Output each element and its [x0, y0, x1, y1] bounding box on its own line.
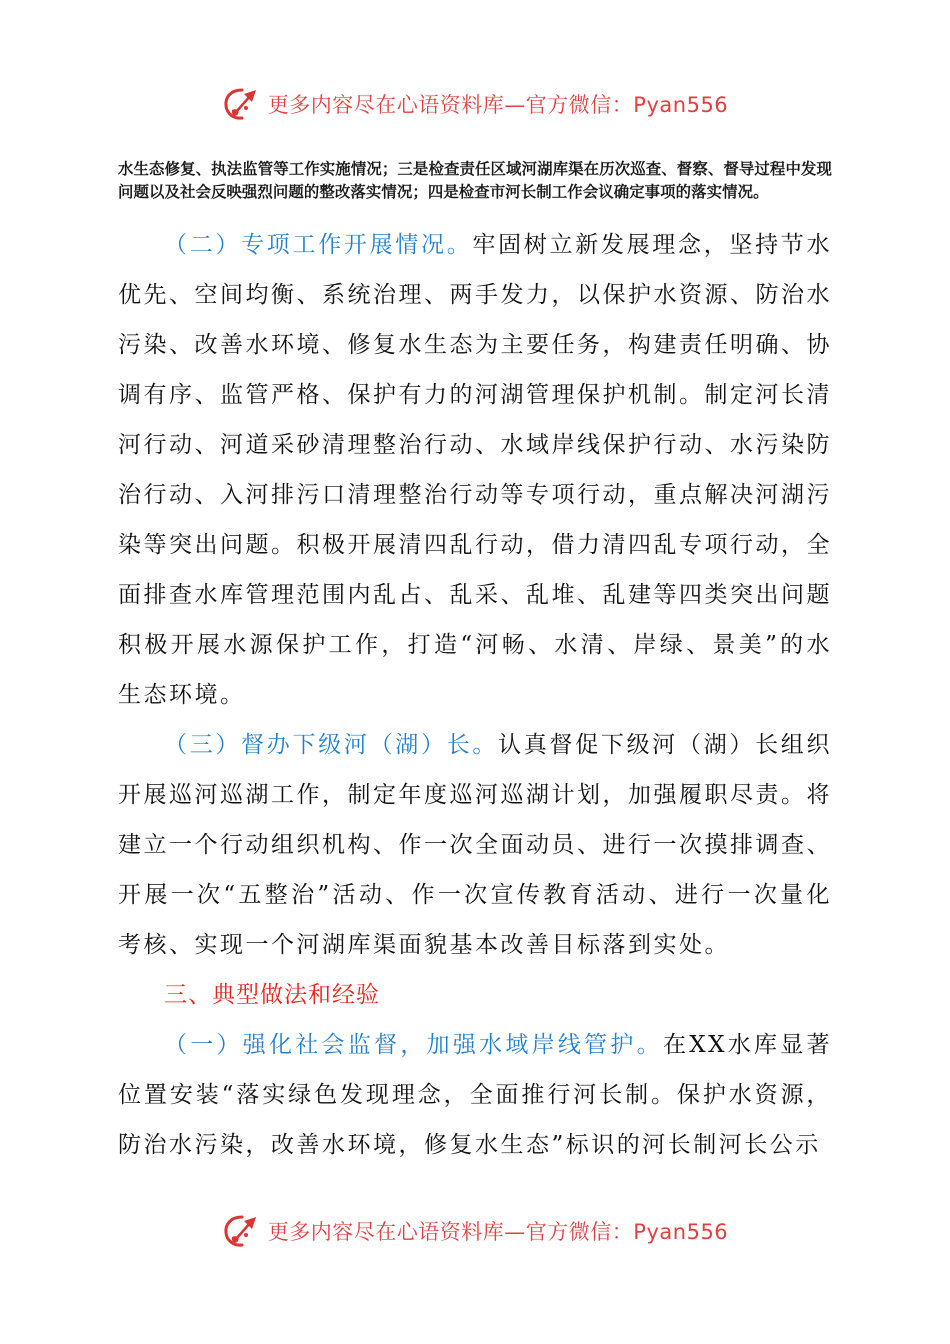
chapter3-heading: 三、典型做法和经验	[164, 982, 380, 1008]
intro-paragraph: 水生态修复、执法监管等工作实施情况；三是检查责任区域河湖库渠在历次巡查、督察、督导过程中发现问题以及社会反映强烈问题的整改落实情况；四是检查市河长制工作会议确定事项的落实情况。	[118, 160, 832, 201]
watermark-banner-bottom	[0, 1211, 950, 1251]
section2-body: 牢固树立新发展理念，坚持节水优先、空间均衡、系统治理、两手发力，以保护水资源、防治水污染、改善水环境、修复水生态为主要任务，构建责任明确、协调有序、监管严格、保护有力的河湖管理保护机制。制定河长清河行动、河道采砂清理整治行动、水域岸线保护行动、水污染防治行动、入河排污口清理整治行动等专项行动，重点解决河湖污染等突出问题。积极开展清四乱行动，借力清四乱专项行动，全面排查水库管理范围内乱占、乱采、乱堆、乱建等四类突出问题积极开展水源保护工作，打造“河畅、水清、岸绿、景美”的水生态环境。	[118, 232, 833, 708]
watermark-banner-top	[0, 84, 950, 124]
item1-paragraph	[118, 1020, 832, 1170]
section3-heading: （三）督办下级河（湖）长。	[164, 732, 499, 758]
section3-body: 认真督促下级河（湖）长组织开展巡河巡湖工作，制定年度巡河巡湖计划，加强履职尽责。将建立一个行动组织机构、作一次全面动员、进行一次摸排调查、开展一次“五整治”活动、作一次宣传教育活动、进行一次量化考核、实现一个河湖库渠面貌基本改善目标落到实处。	[118, 732, 833, 958]
section2-paragraph	[118, 220, 832, 720]
section3-paragraph	[118, 720, 832, 970]
pen-nib-logo-icon	[222, 1213, 262, 1249]
watermark-text: 更多内容尽在心语资料库—官方微信：Pyan556	[267, 1220, 729, 1244]
item1-heading: （一）强化社会监督，加强水域岸线管护。	[164, 1032, 663, 1058]
item1-body: 在XX水库显著位置安装“落实绿色发现理念，全面推行河长制。保护水资源，防治水污染，改善水环境，修复水生态”标识的河长制河长公示	[118, 1032, 833, 1158]
document-body	[118, 158, 832, 1170]
pen-nib-logo-icon	[222, 86, 262, 122]
section2-heading: （二）专项工作开展情况。	[164, 232, 473, 258]
watermark-text: 更多内容尽在心语资料库—官方微信：Pyan556	[267, 93, 729, 117]
